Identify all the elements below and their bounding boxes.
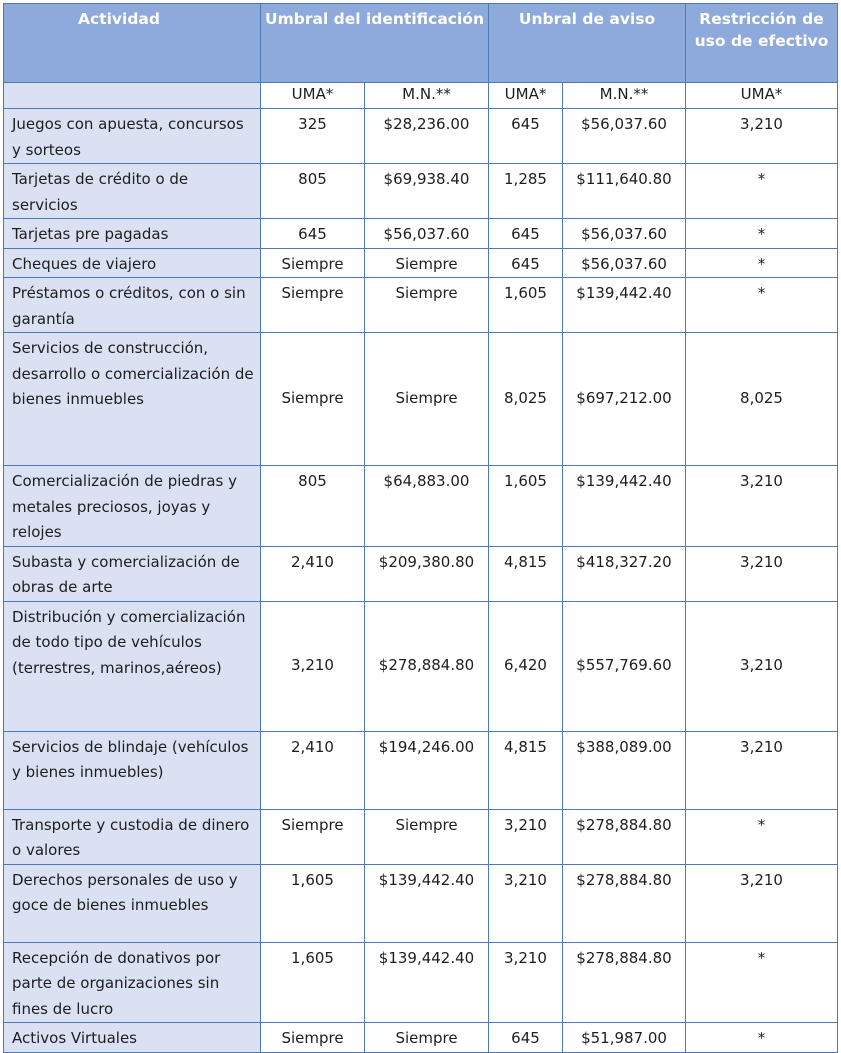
restriction-cell: *: [686, 1023, 838, 1053]
ident-uma-cell: Siempre: [261, 1023, 365, 1053]
activity-cell: Cheques de viajero: [4, 248, 261, 278]
notice-mn-cell: $557,769.60: [563, 601, 686, 731]
notice-uma-cell: 645: [489, 1023, 563, 1053]
activity-cell: Subasta y comercialización de obras de arte: [4, 546, 261, 601]
notice-uma-cell: 4,815: [489, 731, 563, 809]
notice-mn-cell: $139,442.40: [563, 278, 686, 333]
notice-uma-cell: 3,210: [489, 942, 563, 1023]
header-activity: Actividad: [4, 4, 261, 83]
ident-uma-cell: 325: [261, 109, 365, 164]
activity-cell: Comercialización de piedras y metales preciosos, joyas y relojes: [4, 466, 261, 547]
table-row: [4, 466, 838, 547]
restriction-cell: *: [686, 164, 838, 219]
table-row: [4, 864, 838, 942]
restriction-cell: *: [686, 278, 838, 333]
restriction-cell: *: [686, 942, 838, 1023]
ident-uma-cell: Siempre: [261, 248, 365, 278]
subheader-ident-uma: UMA*: [261, 83, 365, 109]
table-row: [4, 809, 838, 864]
notice-uma-cell: 645: [489, 248, 563, 278]
thresholds-table: [3, 3, 838, 1053]
ident-mn-cell: Siempre: [365, 278, 489, 333]
ident-uma-cell: Siempre: [261, 333, 365, 466]
notice-mn-cell: $111,640.80: [563, 164, 686, 219]
restriction-cell: 3,210: [686, 109, 838, 164]
header-identification-threshold: Umbral del identificación: [261, 4, 489, 83]
activity-cell: Transporte y custodia de dinero o valores: [4, 809, 261, 864]
activity-cell: Servicios de blindaje (vehículos y bienes inmuebles): [4, 731, 261, 809]
restriction-cell: *: [686, 219, 838, 249]
activity-cell: Juegos con apuesta, concursos y sorteos: [4, 109, 261, 164]
activity-cell: Recepción de donativos por parte de organizaciones sin fines de lucro: [4, 942, 261, 1023]
notice-uma-cell: 8,025: [489, 333, 563, 466]
activity-cell: Tarjetas de crédito o de servicios: [4, 164, 261, 219]
notice-uma-cell: 645: [489, 109, 563, 164]
notice-uma-cell: 1,605: [489, 466, 563, 547]
restriction-cell: *: [686, 248, 838, 278]
activity-cell: Préstamos o créditos, con o sin garantía: [4, 278, 261, 333]
ident-uma-cell: 2,410: [261, 546, 365, 601]
table-row: [4, 109, 838, 164]
ident-mn-cell: $64,883.00: [365, 466, 489, 547]
notice-mn-cell: $418,327.20: [563, 546, 686, 601]
ident-uma-cell: 805: [261, 466, 365, 547]
ident-uma-cell: 1,605: [261, 864, 365, 942]
restriction-cell: 3,210: [686, 864, 838, 942]
ident-mn-cell: Siempre: [365, 809, 489, 864]
ident-mn-cell: $139,442.40: [365, 864, 489, 942]
ident-mn-cell: $209,380.80: [365, 546, 489, 601]
activity-cell: Derechos personales de uso y goce de bienes inmuebles: [4, 864, 261, 942]
notice-mn-cell: $278,884.80: [563, 809, 686, 864]
table-row: [4, 219, 838, 249]
ident-mn-cell: $56,037.60: [365, 219, 489, 249]
activity-cell: Servicios de construcción, desarrollo o comercialización de bienes inmuebles: [4, 333, 261, 466]
restriction-cell: 3,210: [686, 466, 838, 547]
header-notice-threshold: Unbral de aviso: [489, 4, 686, 83]
restriction-cell: 8,025: [686, 333, 838, 466]
ident-uma-cell: 3,210: [261, 601, 365, 731]
table-row: [4, 278, 838, 333]
ident-mn-cell: $278,884.80: [365, 601, 489, 731]
notice-mn-cell: $139,442.40: [563, 466, 686, 547]
notice-uma-cell: 3,210: [489, 864, 563, 942]
notice-uma-cell: 6,420: [489, 601, 563, 731]
ident-mn-cell: Siempre: [365, 1023, 489, 1053]
subheader-row: [4, 83, 838, 109]
restriction-cell: 3,210: [686, 601, 838, 731]
notice-uma-cell: 1,285: [489, 164, 563, 219]
table-row: [4, 164, 838, 219]
activity-cell: Tarjetas pre pagadas: [4, 219, 261, 249]
notice-mn-cell: $278,884.80: [563, 864, 686, 942]
subheader-notice-mn: M.N.**: [563, 83, 686, 109]
notice-uma-cell: 3,210: [489, 809, 563, 864]
ident-uma-cell: 805: [261, 164, 365, 219]
ident-uma-cell: Siempre: [261, 278, 365, 333]
subheader-blank: [4, 83, 261, 109]
notice-mn-cell: $388,089.00: [563, 731, 686, 809]
table-row: [4, 731, 838, 809]
activity-cell: Activos Virtuales: [4, 1023, 261, 1053]
notice-mn-cell: $56,037.60: [563, 248, 686, 278]
ident-uma-cell: 2,410: [261, 731, 365, 809]
header-row: [4, 4, 838, 83]
ident-uma-cell: 1,605: [261, 942, 365, 1023]
restriction-cell: *: [686, 809, 838, 864]
ident-mn-cell: $28,236.00: [365, 109, 489, 164]
header-cash-restriction: Restricción de uso de efectivo: [686, 4, 838, 83]
ident-uma-cell: 645: [261, 219, 365, 249]
ident-uma-cell: Siempre: [261, 809, 365, 864]
activity-cell: Distribución y comercialización de todo tipo de vehículos (terrestres, marinos,aéreos): [4, 601, 261, 731]
ident-mn-cell: $69,938.40: [365, 164, 489, 219]
table-row: [4, 248, 838, 278]
notice-mn-cell: $278,884.80: [563, 942, 686, 1023]
ident-mn-cell: Siempre: [365, 248, 489, 278]
table-row: [4, 546, 838, 601]
notice-uma-cell: 645: [489, 219, 563, 249]
notice-uma-cell: 1,605: [489, 278, 563, 333]
ident-mn-cell: $194,246.00: [365, 731, 489, 809]
restriction-cell: 3,210: [686, 546, 838, 601]
restriction-cell: 3,210: [686, 731, 838, 809]
notice-mn-cell: $56,037.60: [563, 219, 686, 249]
subheader-restriction-uma: UMA*: [686, 83, 838, 109]
notice-mn-cell: $51,987.00: [563, 1023, 686, 1053]
notice-mn-cell: $697,212.00: [563, 333, 686, 466]
table-row: [4, 1023, 838, 1053]
table-row: [4, 333, 838, 466]
notice-uma-cell: 4,815: [489, 546, 563, 601]
table-row: [4, 942, 838, 1023]
ident-mn-cell: $139,442.40: [365, 942, 489, 1023]
notice-mn-cell: $56,037.60: [563, 109, 686, 164]
ident-mn-cell: Siempre: [365, 333, 489, 466]
subheader-ident-mn: M.N.**: [365, 83, 489, 109]
subheader-notice-uma: UMA*: [489, 83, 563, 109]
table-row: [4, 601, 838, 731]
